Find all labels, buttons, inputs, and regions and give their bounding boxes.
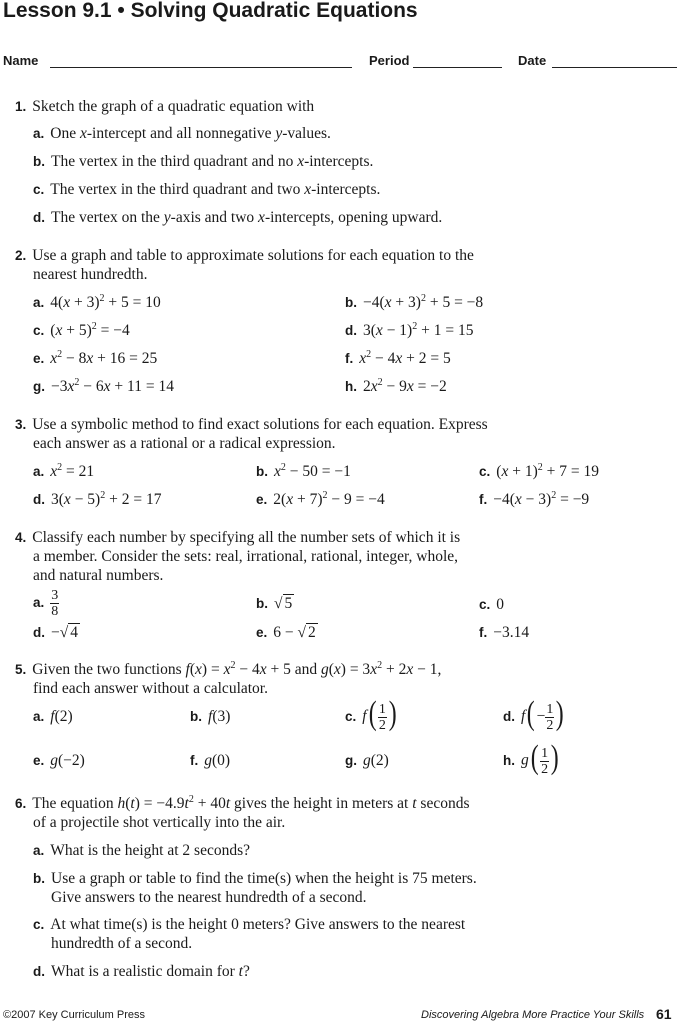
- name-field[interactable]: [50, 67, 352, 68]
- page-number: 61: [656, 1006, 672, 1022]
- problem-3-prompt-line2: each answer as a rational or a radical expression.: [33, 435, 336, 452]
- footer-book-title: Discovering Algebra More Practice Your Skills: [421, 1009, 645, 1021]
- problem-4-prompt-line2: a member. Consider the sets: real, irrational, rational, integer, whole,: [33, 548, 459, 565]
- problem-2b: b. $-4(x + 3)^2 + 5 = -8$: [345, 293, 484, 311]
- problem-5c: c. f( $\frac{1}{2}$ ): [345, 695, 397, 733]
- problem-4b: b. √ 5: [256, 595, 293, 612]
- problem-6b-line2: Give answers to the nearest hundredth of a second.: [51, 889, 367, 906]
- problem-2e: e. $x^2 - 8x + 16 = 25$: [33, 349, 158, 367]
- problem-3a: a. $x^2 = 21$: [33, 462, 95, 480]
- page-title: Lesson 9.1 • Solving Quadratic Equations: [3, 0, 418, 22]
- problem-6b: b. Use a graph or table to find the time(s) when the height is 75 meters.: [33, 870, 477, 887]
- problem-6c: c. At what time(s) is the height 0 meters? Give answers to the nearest: [33, 916, 466, 933]
- period-field[interactable]: [413, 67, 502, 68]
- problem-4d: d. −√ 4: [33, 624, 79, 641]
- problem-1c: c. The vertex in the third quadrant and two x-intercepts.: [33, 181, 381, 198]
- problem-1-prompt: 1. Sketch the graph of a quadratic equation with: [15, 98, 315, 115]
- problem-5-prompt-line2: find each answer without a calculator.: [33, 680, 268, 697]
- problem-5-prompt: 5. Given the two functions $f(x) = x^2 - 4x + 5$ and $g(x) = 3x^2 + 2x - 1$,: [15, 660, 442, 678]
- problem-5d: d. f( − $\frac{1}{2}$ ): [503, 695, 565, 733]
- problem-4a: a. $\frac{3}{8}$: [33, 588, 59, 619]
- date-field[interactable]: [552, 67, 677, 68]
- problem-6c-line2: hundredth of a second.: [51, 935, 193, 952]
- problem-5a: a. f(2): [33, 708, 73, 725]
- problem-2-prompt: 2. Use a graph and table to approximate solutions for each equation to the: [15, 247, 474, 264]
- problem-5g: g. g(2): [345, 752, 389, 769]
- problem-4-prompt: 4. Classify each number by specifying all the number sets of which it is: [15, 529, 461, 546]
- problem-3b: b. $x^2 - 50 = -1$: [256, 462, 351, 480]
- name-label: Name: [3, 53, 39, 68]
- problem-5h: h. g( $\frac{1}{2}$ ): [503, 739, 559, 777]
- problem-4f: f. −3.14: [479, 624, 530, 641]
- problem-2f: f. $x^2 - 4x + 2 = 5$: [345, 349, 451, 367]
- problem-4-prompt-line3: and natural numbers.: [33, 567, 164, 584]
- problem-1a: a. One x-intercept and all nonnegative y-values.: [33, 125, 331, 142]
- problem-2d: d. $3(x - 1)^2 + 1 = 15$: [345, 321, 474, 339]
- problem-2c: c. $(x + 5)^2 = -4$: [33, 321, 130, 339]
- problem-2g: g. $-3x^2 - 6x + 11 = 14$: [33, 377, 174, 395]
- problem-3e: e. $2(x + 7)^2 - 9 = -4$: [256, 490, 385, 508]
- period-label: Period: [369, 53, 410, 68]
- problem-3f: f. $-4(x - 3)^2 = -9$: [479, 490, 590, 508]
- problem-4e: e. 6 − √ 2: [256, 624, 316, 641]
- footer-copyright: ©2007 Key Curriculum Press: [3, 1009, 145, 1021]
- problem-5b: b. f(3): [190, 708, 231, 725]
- problem-6-prompt-line2: of a projectile shot vertically into the air.: [33, 814, 286, 831]
- problem-5e: e. g(−2): [33, 752, 85, 769]
- problem-6a: a. What is the height at 2 seconds?: [33, 842, 250, 859]
- problem-3c: c. $(x + 1)^2 + 7 = 19$: [479, 462, 599, 480]
- problem-3d: d. $3(x - 5)^2 + 2 = 17$: [33, 490, 162, 508]
- problem-6-prompt: 6. The equation $h(t) = -4.9t^2 + 40t$ gives the height in meters at t seconds: [15, 794, 470, 812]
- problem-6d: d. What is a realistic domain for t?: [33, 963, 250, 980]
- problem-1d: d. The vertex on the y-axis and two x-intercepts, opening upward.: [33, 209, 443, 226]
- date-label: Date: [518, 53, 547, 68]
- problem-1b: b. The vertex in the third quadrant and no x-intercepts.: [33, 153, 374, 170]
- problem-3-prompt: 3. Use a symbolic method to find exact solutions for each equation. Express: [15, 416, 488, 433]
- problem-2h: h. $2x^2 - 9x = -2$: [345, 377, 447, 395]
- problem-2a: a. $4(x + 3)^2 + 5 = 10$: [33, 293, 161, 311]
- fraction-3-8: $\frac{3}{8}$: [51, 588, 59, 619]
- problem-5f: f. g(0): [190, 752, 231, 769]
- problem-4c: c. 0: [479, 596, 505, 613]
- problem-2-prompt-line2: nearest hundredth.: [33, 266, 148, 283]
